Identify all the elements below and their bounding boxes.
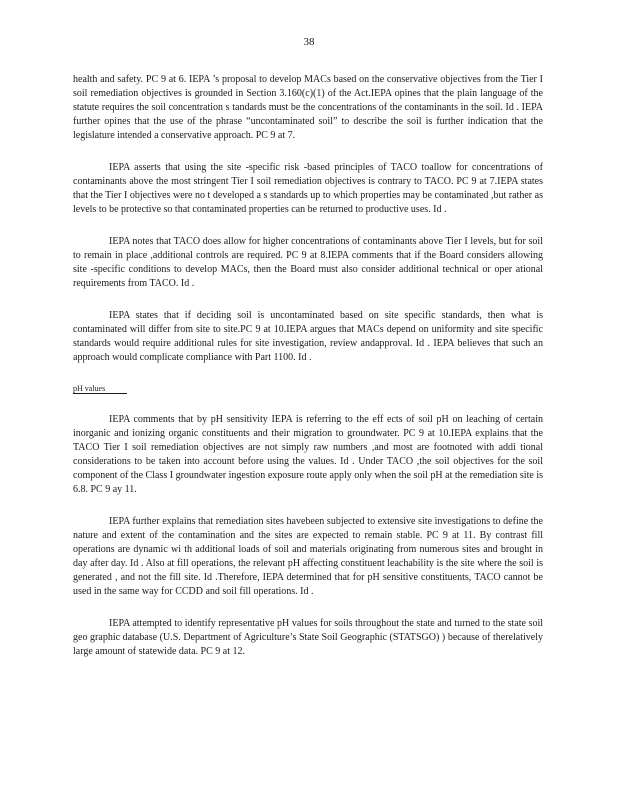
section-heading-label: pH values	[73, 384, 127, 394]
paragraph-4: IEPA states that if deciding soil is uncontaminated based on site specific standards, then what is contaminated will differ from site to site.PC 9 at 10.IEPA argues that MACs depend on uniformity and site specific standards would require additional rules for site investigation, review andapproval. Id . IEPA believes that such an approach would complicate compliance with Part 1100. Id .	[73, 310, 543, 363]
paragraph-7: IEPA attempted to identify representative pH values for soils throughout the state and turned to the state soil geo graphic database (U.S. Department of Agriculture’s State Soil Geographic (STATSGO) ) because of therelatively large amount of statewide data. PC 9 at 12.	[73, 618, 543, 657]
paragraph-6: IEPA further explains that remediation sites havebeen subjected to extensive site investigations to define the nature and extent of the contamination and the sites are expected to remain stable. PC 9 at 11. By contrast fill operations are dynamic wi th additional loads of soil and materials originating from numerous sites and brought in day after day. Id . Also at fill operations, the relevant pH affecting constituent leachability is the site where the soil is generated , and not the fill site. Id .Therefore, IEPA determined that for pH sensitive constituents, TACO cannot be used in the same way for CCDD and soil fill operations. Id .	[73, 516, 543, 597]
paragraph-1: health and safety. PC 9 at 6. IEPA ’s proposal to develop MACs based on the conservative objectives from the Tier I soil remediation objectives is grounded in Section 3.160(c)(1) of the Act.IEPA opines that the plain language of the statute requires the soil concentration s tandards must be the concentrations of the contaminants in the soil. Id . IEPA further opines that the use of the phrase “uncontaminated soil” to describe the soil is further indication that the legislature intended a conservative approach. PC 9 at 7.	[73, 74, 543, 141]
paragraph-3: IEPA notes that TACO does allow for higher concentrations of contaminants above Tier I levels, but for soil to remain in place ,additional controls are required. PC 9 at 8.IEPA comments that if the Board considers allowing site -specific conditions to develop MACs, then the Board must also consider additional technical or oper ational requirements from TACO. Id .	[73, 236, 543, 289]
page-number: 38	[303, 36, 315, 48]
paragraph-2: IEPA asserts that using the site -specific risk -based principles of TACO toallow for concentrations of contaminants above the most stringent Tier I soil remediation objectives is contrary to TACO. PC 9 at 7.IEPA states that the Tier I objectives were no t developed a s standards up to which properties may be contaminated ,but rather as levels to be protective so that contaminated properties can be returned to productive uses. Id .	[73, 162, 543, 215]
section-heading-ph-values	[73, 383, 543, 395]
body-text	[73, 73, 543, 677]
paragraph-5: IEPA comments that by pH sensitivity IEPA is referring to the eff ects of soil pH on leaching of certain inorganic and ionizing organic constituents and their migration to groundwater. PC 9 at 10.IEPA explains that the TACO Tier I soil remediation objectives are not simply raw numbers ,and most are footnoted with addi tional considerations to be taken into account before using the values. Id . Under TACO ,the soil objectives for the soil component of the Class I groundwater ingestion exposure route apply only when the soil pH at the remediation site is 6.8. PC 9 ay 11.	[73, 414, 543, 495]
